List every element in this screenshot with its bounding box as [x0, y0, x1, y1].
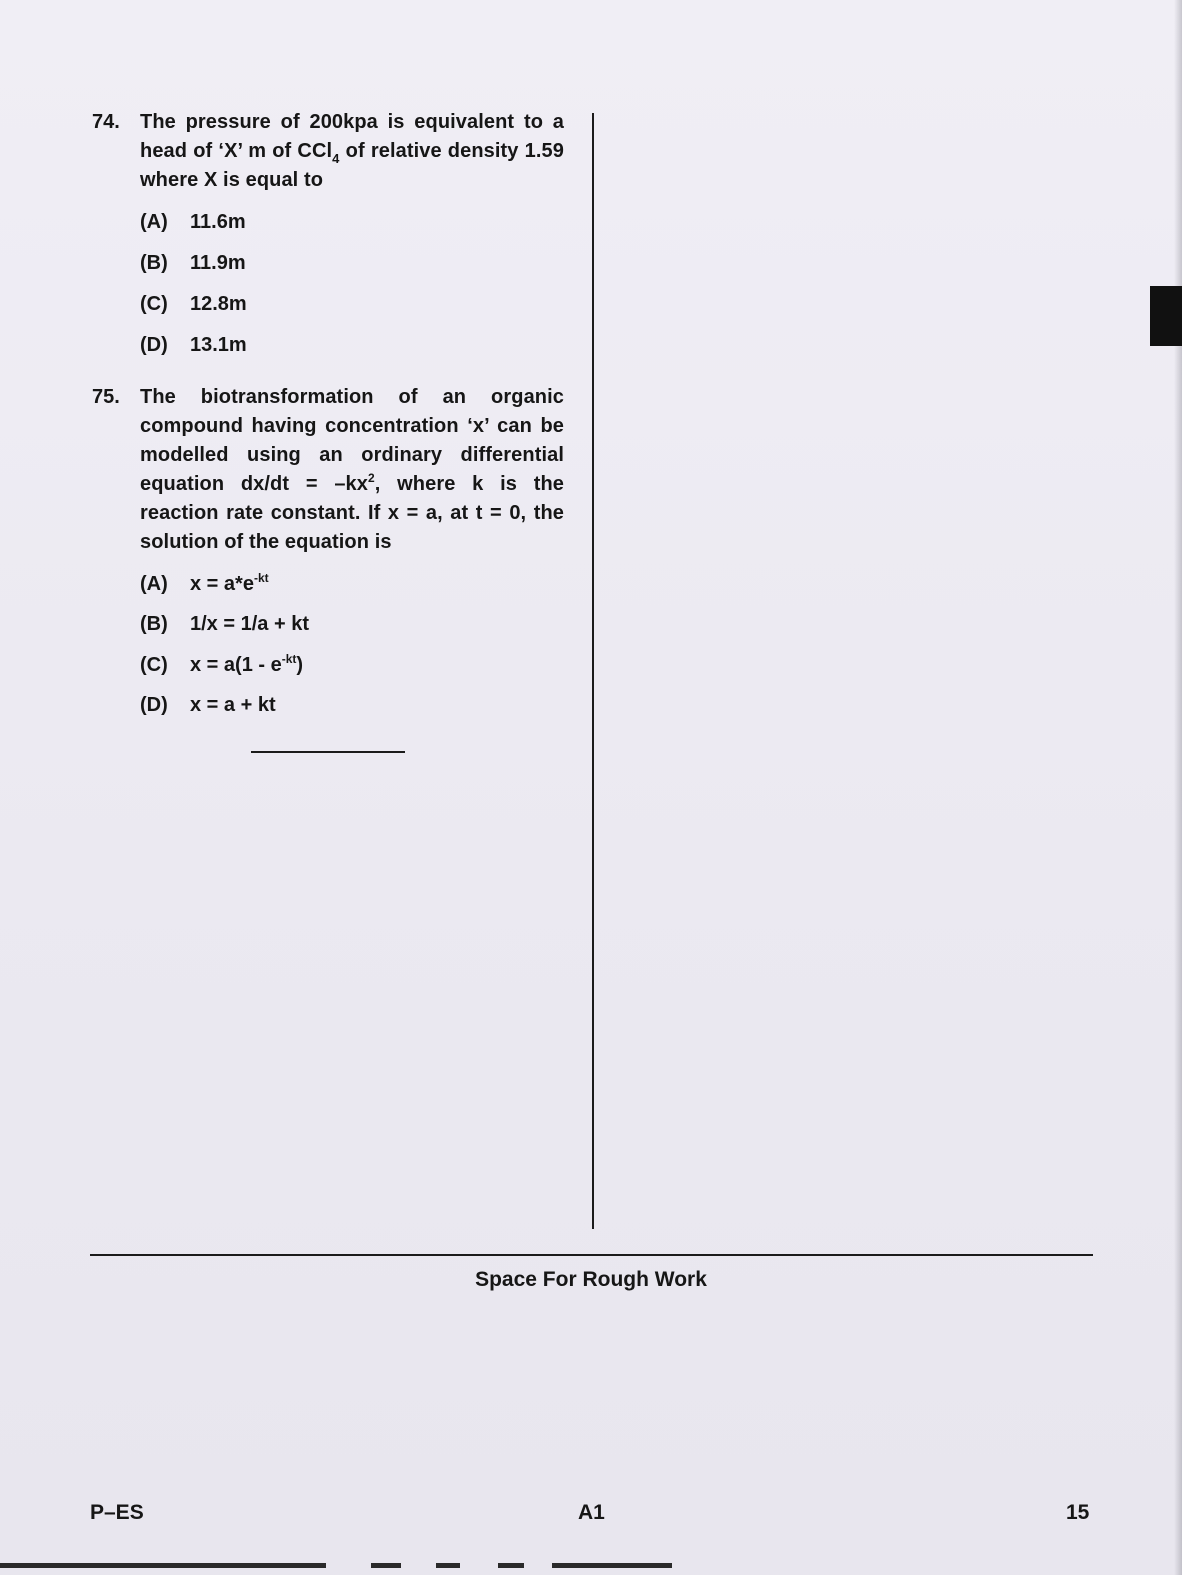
- option-c[interactable]: [140, 291, 247, 317]
- option-text: x = a + kt: [190, 694, 276, 716]
- option-text: x = a*e: [190, 573, 254, 595]
- option-a[interactable]: [140, 571, 269, 597]
- superscript: 2: [368, 471, 375, 485]
- footer-booklet-series: A1: [578, 1501, 605, 1524]
- option-letter: (A): [140, 211, 168, 233]
- option-letter: (D): [140, 334, 168, 356]
- page-edge-shadow: [1174, 0, 1182, 1575]
- footer-paper-code: P–ES: [90, 1501, 144, 1524]
- print-mark: [436, 1563, 460, 1568]
- question-number: 75.: [92, 386, 120, 408]
- question-75: [92, 383, 564, 557]
- option-letter: (C): [140, 654, 168, 676]
- bottom-print-marks: [0, 1563, 1182, 1575]
- option-letter: (B): [140, 252, 168, 274]
- option-a[interactable]: [140, 209, 246, 235]
- option-c[interactable]: (C) $x = a(1 - e^{-kt})$: [140, 652, 304, 676]
- option-text: 12.8m: [190, 293, 247, 315]
- rough-work-label: Space For Rough Work: [475, 1268, 707, 1291]
- option-b[interactable]: [140, 611, 309, 637]
- print-mark: [552, 1563, 672, 1568]
- option-text: 11.6m: [190, 211, 246, 233]
- option-b[interactable]: [140, 250, 246, 276]
- option-letter: (A): [140, 573, 168, 595]
- question-text: The pressure of 200kpa is equivalent to a head of ‘X’ m of CCl$_4$ of relative density 1.59 where X is equal to: [140, 111, 564, 191]
- superscript: -kt: [281, 652, 297, 666]
- option-letter: (B): [140, 613, 168, 635]
- section-end-rule: [251, 751, 405, 753]
- option-d[interactable]: [140, 692, 276, 718]
- option-text: 1/x = 1/a + kt: [190, 613, 309, 635]
- superscript: -kt: [253, 571, 269, 585]
- option-text: 11.9m: [190, 252, 246, 274]
- rough-work-rule: [90, 1254, 1093, 1256]
- print-mark: [498, 1563, 524, 1568]
- option-text: x = a(1 - e: [190, 654, 282, 676]
- footer-page-number: 15: [1066, 1501, 1090, 1524]
- question-74: [92, 108, 564, 195]
- option-letter: (C): [140, 293, 168, 315]
- subscript: 4: [332, 151, 340, 166]
- question-number: 74.: [92, 111, 120, 133]
- option-letter: (D): [140, 694, 168, 716]
- option-d[interactable]: [140, 332, 247, 358]
- print-mark: [371, 1563, 401, 1568]
- print-mark: [0, 1563, 326, 1568]
- black-index-tab: [1150, 286, 1182, 346]
- option-text: 13.1m: [190, 334, 247, 356]
- question-text: The biotransformation of an organic compound having concentration ‘x’ can be modelled using an ordinary differential equation $dx/dt = -kx^2$, where k is the reaction rate constant. If x = a, at t = 0, the solution of the equation is: [140, 386, 564, 553]
- column-divider: [592, 113, 594, 1229]
